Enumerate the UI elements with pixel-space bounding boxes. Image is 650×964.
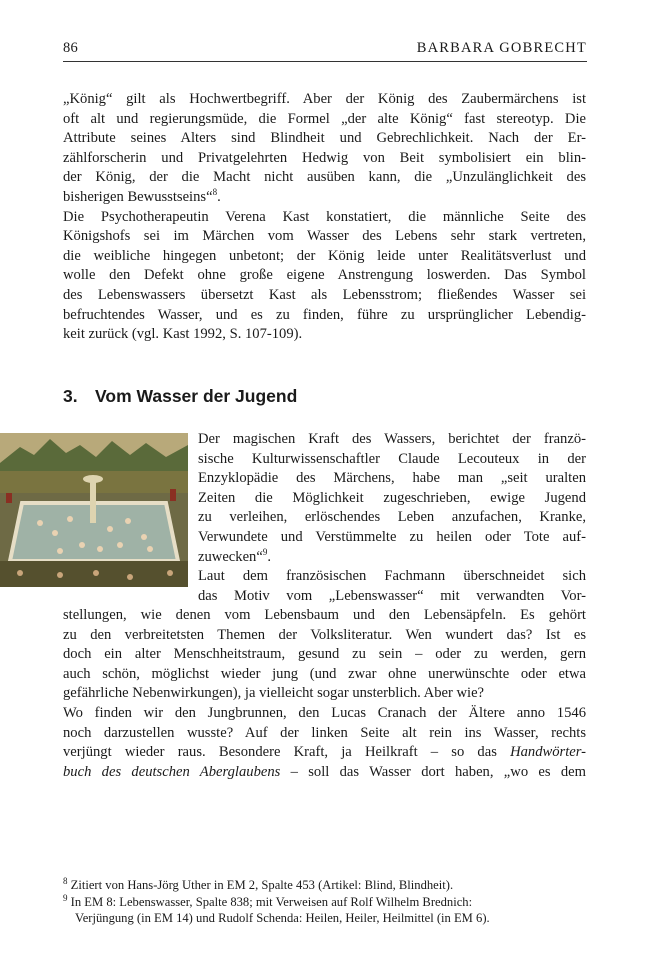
text-line: Zeiten die Möglichkeit zugeschrieben, ewige Jugend (198, 489, 586, 506)
footnote-9: $^9$ In EM 8: Lebenswasser, Spalte 838; mit Verweisen auf Rolf Wilhelm Brednich: (63, 892, 473, 909)
header-rule (63, 61, 587, 62)
book-title-italic: Handwörter- (510, 744, 586, 761)
body-paragraph-4 (63, 606, 586, 782)
text-line: Attribute seines Alters sind Blindheit und Gebrechlichkeit. Nach der Er- (63, 130, 586, 147)
section-heading (63, 386, 297, 407)
text-line: zu verleihen, erlöschendes Leben anzufachen, Kranke, (198, 509, 586, 526)
text-line: Wo finden wir den Jungbrunnen, den Lucas Cranach der Ältere anno 1546 (63, 704, 586, 721)
text-line: Königshofs sei im Märchen vom Wasser des Lebens sehr stark vertreten, (63, 228, 586, 245)
text-line: Die Psychotherapeutin Verena Kast konstatiert, die männliche Seite des (63, 208, 586, 225)
text-line: zählforscherin und Privatgelehrten Hedwig von Beit symbolisiert ein blin- (63, 149, 586, 166)
page-header (63, 40, 587, 62)
text-line: wolle den Defekt ohne große eigene Anstrengung loswerden. Das Symbol (63, 267, 586, 284)
text-line: bisherigen Bewusstseins“$^8$. (63, 187, 221, 205)
text-line: das Motiv vom „Lebenswasser“ mit verwandten Vor- (198, 587, 586, 604)
footnote-ref-9: 9 (262, 546, 268, 557)
text-line: zu den verbreitetsten Themen der Volksliteratur. Wen wundert das? Ist es (63, 626, 586, 643)
section-title: Vom Wasser der Jugend (95, 386, 298, 406)
text-line: Enzyklopädie des Märchens, habe man „seit uralten (198, 470, 586, 487)
text-line: Laut dem französischen Fachmann überschneidet sich (198, 568, 586, 585)
text-line: keit zurück (vgl. Kast 1992, S. 107-109). (63, 326, 303, 343)
text-line: verjüngt wieder raus. Besondere Kraft, ja Heilkraft – so das Handwörter- (63, 744, 586, 761)
text-line: auch schön, möglichst wieder jung (und zwar ohne unerwünschte oder etwa (63, 665, 586, 682)
text-line: doch ein alter Menschheitstraum, gesund zu sein – oder zu werden, gern (63, 646, 586, 663)
fountain-of-youth-painting (0, 433, 188, 587)
text-line: Verwundete und Verstümmelte zu heilen oder Tote auf- (198, 528, 586, 545)
text-line: buch des deutschen Aberglaubens – soll das Wasser dort haben, „wo es dem (63, 763, 587, 780)
text-line: die weibliche hingegen unbetont; der König leide unter Realitätsverlust und (63, 247, 586, 264)
footnote-ref-8: 8 (212, 187, 218, 198)
text-line: Der magischen Kraft des Wassers, berichtet der franzö- (198, 431, 586, 447)
page-number: 86 (63, 40, 79, 56)
text-line: noch darzustellen wusste? Auf der linken Seite alt rein ins Wasser, rechts (63, 724, 586, 741)
book-title-italic: buch des deutschen Aberglaubens (63, 763, 281, 780)
text-line: gefährliche Nebenwirkungen), ja vielleicht sogar unsterblich. Aber wie? (63, 685, 485, 702)
text-line: befruchtendes Wasser, und es zu finden, führe zu ursprünglicher Lebendig- (63, 306, 586, 323)
footnotes (63, 877, 586, 927)
text-line: „König“ gilt als Hochwertbegriff. Aber der König des Zaubermärchens ist (63, 91, 586, 107)
text-line: zuwecken“$^9$. (198, 546, 271, 565)
footnote-9-continuation: Verjüngung (in EM 14) und Rudolf Schenda: Heilen, Heiler, Heilmittel (in EM 6). (75, 911, 490, 925)
text-line: der König, der die Macht nicht ausüben kann, die „Unzulänglichkeit des (63, 169, 586, 186)
text-line: oft alt und regierungsmüde, die Formel „der alte König“ fast stereotyp. Die (63, 110, 586, 127)
body-paragraph-3 (198, 430, 586, 606)
text-line: sische Kulturwissenschaftler Claude Lecouteux in der (198, 450, 586, 467)
footnote-8: $^8$ Zitiert von Hans-Jörg Uther in EM 2, Spalte 453 (Artikel: Blind, Blindheit). (63, 875, 454, 892)
running-head: BARBARA GOBRECHT (416, 40, 587, 56)
text-line: stellungen, wie denen vom Lebensbaum und den Lebensäpfeln. Es gehört (63, 607, 586, 623)
section-number: 3. (63, 386, 78, 406)
text-line: des Lebenswassers übersetzt Kast als Lebensstrom; fließendes Wasser sei (63, 286, 586, 303)
body-paragraph-1 (63, 90, 586, 345)
